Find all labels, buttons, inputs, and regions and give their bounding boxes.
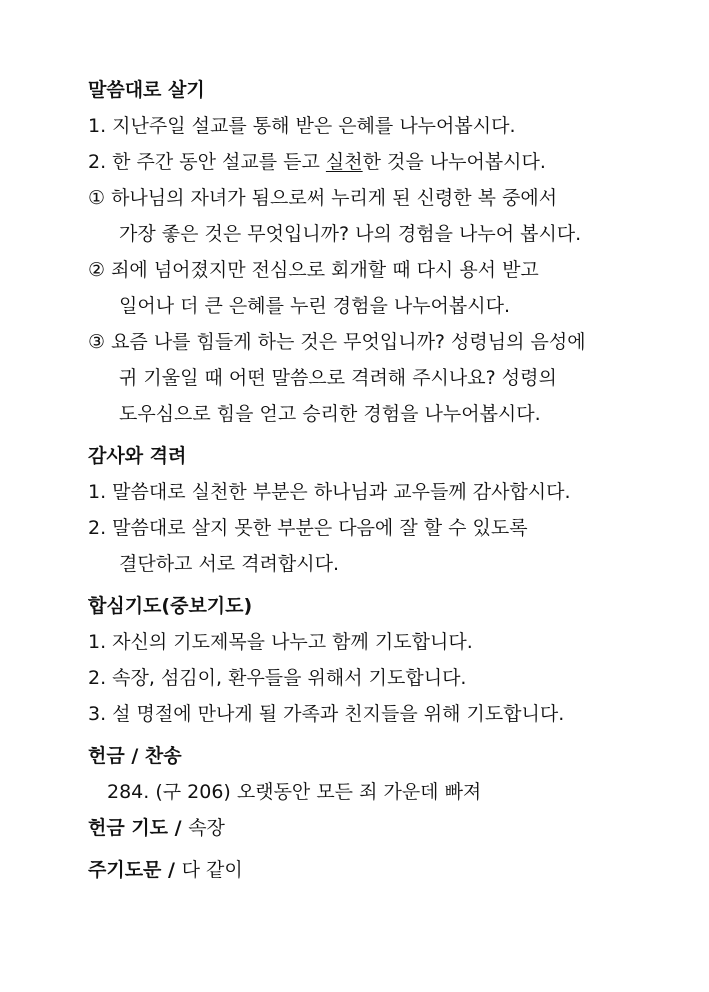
living-word-sub-1-line-1: ① 하나님의 자녀가 됨으로써 누리게 된 신령한 복 중에서 [88, 187, 558, 209]
thanks-item-2-line-2: 결단하고 서로 격려합시다. [119, 553, 340, 575]
thanks-item-2-line-1: 2. 말씀대로 살지 못한 부분은 다음에 잘 할 수 있도록 [88, 517, 528, 539]
lords-prayer-leader: 다 같이 [181, 859, 243, 881]
living-word-sub-1-line-2: 가장 좋은 것은 무엇입니까? 나의 경험을 나누어 봅시다. [119, 223, 582, 245]
living-word-item-2-before: 2. 한 주간 동안 설교를 듣고 [88, 151, 326, 173]
lords-prayer-label: 주기도문 / [88, 859, 182, 881]
section-title-living-word: 말씀대로 살기 [88, 79, 205, 101]
section-title-prayer: 합심기도(중보기도) [88, 595, 253, 617]
living-word-item-2-after: 한 것을 나누어봅시다. [362, 151, 546, 173]
underlined-word: 실천 [325, 151, 363, 173]
living-word-sub-3-line-2: 귀 기울일 때 어떤 말씀으로 격려해 주시나요? 성령의 [119, 367, 557, 389]
prayer-item-2: 2. 속장, 섬김이, 환우들을 위해서 기도합니다. [88, 667, 467, 689]
living-word-sub-2-line-1: ② 죄에 넘어졌지만 전심으로 회개할 때 다시 용서 받고 [88, 259, 539, 281]
prayer-item-1: 1. 자신의 기도제목을 나누고 함께 기도합니다. [88, 631, 473, 653]
living-word-sub-3-line-1: ③ 요즘 나를 힘들게 하는 것은 무엇입니까? 성령님의 음성에 [88, 331, 586, 353]
section-title-offering-prayer [88, 810, 688, 846]
living-word-sub-3-line-3: 도우심으로 힘을 얻고 승리한 경험을 나누어봅시다. [119, 403, 541, 425]
living-word-sub-2-line-2: 일어나 더 큰 은혜를 누린 경험을 나누어봅시다. [119, 295, 511, 317]
section-title-lords-prayer [88, 852, 688, 888]
living-word-item-1: 1. 지난주일 설교를 통해 받은 은혜를 나누어봅시다. [88, 115, 516, 137]
thanks-item-1: 1. 말씀대로 실천한 부분은 하나님과 교우들께 감사합시다. [88, 481, 571, 503]
living-word-item-2 [88, 144, 688, 180]
section-title-thanks: 감사와 격려 [88, 445, 187, 467]
hymn-line: 284. (구 206) 오랫동안 모든 죄 가운데 빠져 [107, 781, 482, 803]
study-sheet [88, 72, 688, 888]
section-title-offering: 헌금 / 찬송 [88, 745, 182, 767]
offering-prayer-leader: 속장 [188, 817, 225, 839]
offering-prayer-label: 헌금 기도 / [88, 817, 189, 839]
prayer-item-3: 3. 설 명절에 만나게 될 가족과 친지들을 위해 기도합니다. [88, 703, 565, 725]
